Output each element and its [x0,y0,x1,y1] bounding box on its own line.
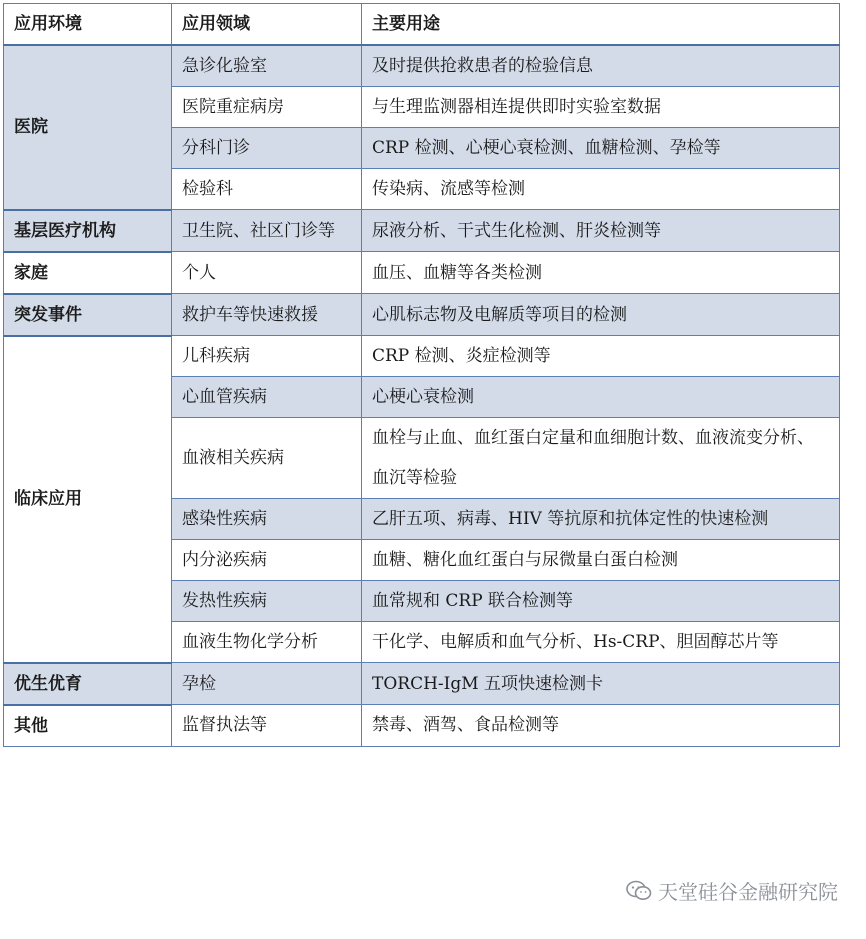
env-cell: 优生优育 [4,663,172,705]
table-header-row [4,4,840,46]
watermark [626,876,838,905]
field-cell: 血液相关疾病 [172,418,362,499]
table-row [4,210,840,252]
group-emergency [4,294,840,336]
env-cell: 临床应用 [4,336,172,663]
use-cell: 传染病、流感等检测 [362,169,840,210]
use-cell: 与生理监测器相连提供即时实验室数据 [362,87,840,128]
table-row [4,45,840,87]
use-cell: 禁毒、酒驾、食品检测等 [362,705,840,747]
table-row [4,663,840,705]
field-cell: 儿科疾病 [172,336,362,377]
header-field: 应用领域 [172,4,362,46]
use-cell: TORCH-IgM 五项快速检测卡 [362,663,840,705]
field-cell: 救护车等快速救援 [172,294,362,336]
field-cell: 发热性疾病 [172,581,362,622]
table-row [4,252,840,294]
use-cell: CRP 检测、心梗心衰检测、血糖检测、孕检等 [362,128,840,169]
use-cell: 血常规和 CRP 联合检测等 [362,581,840,622]
field-cell: 检验科 [172,169,362,210]
group-primary-care [4,210,840,252]
header-use: 主要用途 [362,4,840,46]
wechat-icon [626,880,652,902]
use-cell: 乙肝五项、病毒、HIV 等抗原和抗体定性的快速检测 [362,499,840,540]
group-prenatal [4,663,840,705]
env-cell: 医院 [4,45,172,210]
field-cell: 急诊化验室 [172,45,362,87]
env-cell: 其他 [4,705,172,747]
group-hospital [4,45,840,210]
field-cell: 感染性疾病 [172,499,362,540]
field-cell: 个人 [172,252,362,294]
group-other [4,705,840,747]
env-cell: 家庭 [4,252,172,294]
group-clinical [4,336,840,663]
env-cell: 基层医疗机构 [4,210,172,252]
field-cell: 内分泌疾病 [172,540,362,581]
poct-application-table [3,3,840,747]
use-cell: 干化学、电解质和血气分析、Hs-CRP、胆固醇芯片等 [362,622,840,663]
table-row [4,294,840,336]
use-cell: 血栓与止血、血红蛋白定量和血细胞计数、血液流变分析、血沉等检验 [362,418,840,499]
table-row [4,336,840,377]
use-cell: 尿液分析、干式生化检测、肝炎检测等 [362,210,840,252]
header-env: 应用环境 [4,4,172,46]
field-cell: 孕检 [172,663,362,705]
table-row [4,705,840,747]
field-cell: 医院重症病房 [172,87,362,128]
use-cell: 心梗心衰检测 [362,377,840,418]
field-cell: 心血管疾病 [172,377,362,418]
use-cell: 心肌标志物及电解质等项目的检测 [362,294,840,336]
field-cell: 分科门诊 [172,128,362,169]
env-cell: 突发事件 [4,294,172,336]
group-home [4,252,840,294]
watermark-text: 天堂硅谷金融研究院 [658,880,838,904]
use-cell: CRP 检测、炎症检测等 [362,336,840,377]
use-cell: 及时提供抢救患者的检验信息 [362,45,840,87]
use-cell: 血压、血糖等各类检测 [362,252,840,294]
use-cell: 血糖、糖化血红蛋白与尿微量白蛋白检测 [362,540,840,581]
field-cell: 卫生院、社区门诊等 [172,210,362,252]
field-cell: 血液生物化学分析 [172,622,362,663]
field-cell: 监督执法等 [172,705,362,747]
